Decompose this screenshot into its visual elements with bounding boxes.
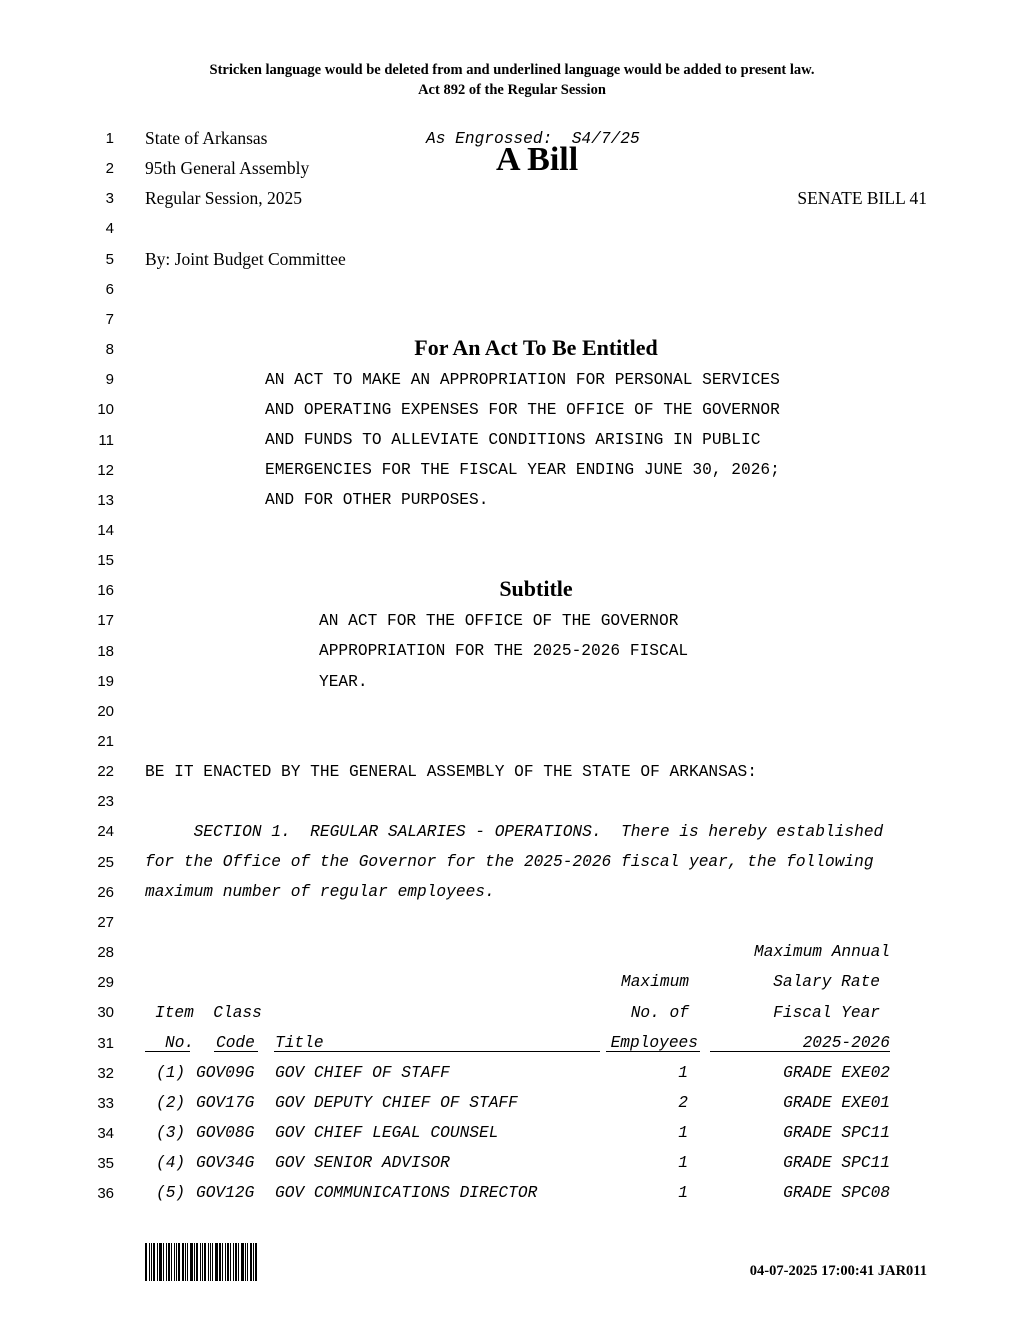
line-number: 27 <box>97 913 114 931</box>
barcode-bar <box>174 1243 175 1281</box>
subtitle-heading: Subtitle <box>499 576 573 601</box>
barcode-bar <box>230 1243 231 1281</box>
col-header-2025-2026: 2025-2026 <box>802 1034 890 1052</box>
line-number: 32 <box>97 1064 114 1082</box>
footer-stamp: 04-07-2025 17:00:41 JAR011 <box>749 1263 927 1279</box>
line-number: 8 <box>105 341 114 359</box>
row-title: GOV CHIEF LEGAL COUNSEL <box>275 1124 499 1142</box>
line-number: 18 <box>97 642 114 660</box>
header-underline <box>145 1051 190 1052</box>
col-header-no-of: No. of <box>630 1004 689 1022</box>
line-number: 9 <box>105 371 114 389</box>
row-item-no: (1) <box>156 1064 186 1082</box>
row-grade: GRADE SPC11 <box>783 1154 890 1172</box>
barcode-bar <box>208 1243 209 1281</box>
line-number: 11 <box>98 431 114 449</box>
line-number: 7 <box>105 310 114 328</box>
row-item-no: (5) <box>156 1184 186 1202</box>
header-underline <box>274 1051 600 1052</box>
barcode-bar <box>250 1243 252 1281</box>
line-number: 19 <box>97 672 114 690</box>
line-number: 22 <box>97 763 114 781</box>
line-number: 17 <box>97 612 114 630</box>
line-number: 24 <box>97 823 114 841</box>
barcode-bar <box>247 1243 248 1281</box>
barcode-bar <box>235 1243 237 1281</box>
barcode-bar <box>225 1243 226 1281</box>
row-item-no: (2) <box>156 1094 186 1112</box>
col-header-maximum: Maximum <box>621 973 689 991</box>
col-header-employees: Employees <box>610 1034 698 1052</box>
row-employee-count: 2 <box>678 1094 688 1112</box>
barcode-bar <box>222 1243 223 1281</box>
row-item-no: (3) <box>156 1124 186 1142</box>
subtitle-line: YEAR. <box>319 673 368 691</box>
barcode-bar <box>227 1243 229 1281</box>
barcode-bar <box>210 1243 211 1281</box>
barcode-bar <box>215 1243 218 1281</box>
barcode-bar <box>255 1243 257 1281</box>
line-number: 6 <box>105 280 114 298</box>
line-number: 16 <box>97 582 114 600</box>
col-header-code: Code <box>216 1034 255 1052</box>
bill-number: SENATE BILL 41 <box>797 188 927 208</box>
line-number: 15 <box>97 552 114 570</box>
line-number: 2 <box>105 160 114 178</box>
line-number: 20 <box>97 702 114 720</box>
act-title-line: AND OPERATING EXPENSES FOR THE OFFICE OF THE GOVERNOR <box>265 401 780 419</box>
line-number: 4 <box>105 220 114 238</box>
barcode-bar <box>145 1243 147 1281</box>
sponsor: By: Joint Budget Committee <box>145 249 346 269</box>
line-number: 30 <box>97 1004 114 1022</box>
barcode-bar <box>149 1243 150 1281</box>
row-grade: GRADE SPC08 <box>783 1184 890 1202</box>
barcode-bar <box>178 1243 180 1281</box>
barcode-bar <box>212 1243 213 1281</box>
row-class-code: GOV08G <box>196 1124 255 1142</box>
barcode-bar <box>202 1243 203 1281</box>
barcode-bar <box>194 1243 195 1281</box>
state-name: State of Arkansas <box>145 128 268 148</box>
line-number: 28 <box>97 944 114 962</box>
barcode-bar <box>157 1243 158 1281</box>
line-number: 13 <box>97 491 114 509</box>
row-title: GOV DEPUTY CHIEF OF STAFF <box>275 1094 518 1112</box>
header-underline <box>710 1051 890 1052</box>
line-number: 25 <box>97 853 114 871</box>
line-number: 12 <box>97 461 114 479</box>
barcode-bar <box>163 1243 164 1281</box>
row-title: GOV SENIOR ADVISOR <box>275 1154 450 1172</box>
act-title-line: EMERGENCIES FOR THE FISCAL YEAR ENDING JUNE 30, 2026; <box>265 461 780 479</box>
act-title-heading: For An Act To Be Entitled <box>414 335 658 360</box>
row-employee-count: 1 <box>678 1124 688 1142</box>
act-title-line: AND FOR OTHER PURPOSES. <box>265 491 489 509</box>
line-number: 3 <box>105 190 114 208</box>
col-header-fiscal-year: Fiscal Year <box>773 1004 880 1022</box>
line-number: 26 <box>97 883 114 901</box>
row-grade: GRADE SPC11 <box>783 1124 890 1142</box>
barcode-bar <box>185 1243 186 1281</box>
line-number: 35 <box>97 1155 114 1173</box>
document-type-title: A Bill <box>496 141 579 178</box>
barcode-bar <box>219 1243 221 1281</box>
row-employee-count: 1 <box>678 1184 688 1202</box>
barcode-bar <box>159 1243 162 1281</box>
row-class-code: GOV34G <box>196 1154 255 1172</box>
barcode-bar <box>187 1243 188 1281</box>
act-title-line: AN ACT TO MAKE AN APPROPRIATION FOR PERSONAL SERVICES <box>265 371 780 389</box>
section-1-line: SECTION 1. REGULAR SALARIES - OPERATIONS. There is hereby established <box>145 823 884 841</box>
line-number: 33 <box>97 1094 114 1112</box>
barcode-bar <box>196 1243 198 1281</box>
header-underline <box>606 1051 700 1052</box>
general-assembly: 95th General Assembly <box>145 158 310 178</box>
barcode-bar <box>238 1243 239 1281</box>
line-number: 14 <box>97 521 114 539</box>
line-number: 29 <box>97 974 114 992</box>
notice-line-2: Act 892 of the Regular Session <box>418 82 606 98</box>
row-class-code: GOV09G <box>196 1064 255 1082</box>
notice-line-1: Stricken language would be deleted from and underlined language would be added to present law. <box>209 62 815 78</box>
line-number: 5 <box>105 250 114 268</box>
act-title-line: AND FUNDS TO ALLEVIATE CONDITIONS ARISING IN PUBLIC <box>265 431 761 449</box>
section-1-line: maximum number of regular employees. <box>145 883 495 901</box>
line-number: 36 <box>97 1185 114 1203</box>
subtitle-line: AN ACT FOR THE OFFICE OF THE GOVERNOR <box>319 612 679 630</box>
col-header-salary-rate: Salary Rate <box>773 973 880 991</box>
row-employee-count: 1 <box>678 1064 688 1082</box>
barcode-bar <box>241 1243 244 1281</box>
line-number: 1 <box>105 130 114 147</box>
barcode-bar <box>253 1243 254 1281</box>
barcode-bar <box>233 1243 234 1281</box>
enacting-clause: BE IT ENACTED BY THE GENERAL ASSEMBLY OF THE STATE OF ARKANSAS: <box>145 763 757 781</box>
section-1-line: for the Office of the Governor for the 2025-2026 fiscal year, the following <box>145 853 874 871</box>
line-number: 34 <box>97 1124 114 1142</box>
row-employee-count: 1 <box>678 1154 688 1172</box>
barcode-bar <box>204 1243 206 1281</box>
barcode-bar <box>176 1243 177 1281</box>
barcode-bar <box>171 1243 172 1281</box>
barcode-bar <box>190 1243 193 1281</box>
barcode-image <box>145 1243 273 1281</box>
session-name: Regular Session, 2025 <box>145 188 303 208</box>
barcode-bar <box>166 1243 167 1281</box>
barcode-bar <box>151 1243 152 1281</box>
barcode-bar <box>245 1243 246 1281</box>
barcode-bar <box>182 1243 184 1281</box>
engrossed-stamp: As Engrossed: S4/7/25 <box>426 130 640 148</box>
header-underline <box>214 1051 258 1052</box>
row-title: GOV CHIEF OF STAFF <box>275 1064 450 1082</box>
line-number: 31 <box>97 1034 114 1052</box>
row-grade: GRADE EXE02 <box>783 1064 890 1082</box>
col-header-item-class: Item Class <box>155 1004 262 1022</box>
barcode-bar <box>168 1243 170 1281</box>
col-header-title: Title <box>275 1034 324 1052</box>
subtitle-line: APPROPRIATION FOR THE 2025-2026 FISCAL <box>319 642 689 660</box>
barcode-bar <box>200 1243 201 1281</box>
barcode-bar <box>153 1243 155 1281</box>
line-number: 21 <box>97 733 114 750</box>
row-item-no: (4) <box>156 1154 186 1172</box>
row-class-code: GOV12G <box>196 1184 255 1202</box>
row-grade: GRADE EXE01 <box>783 1094 890 1112</box>
row-class-code: GOV17G <box>196 1094 255 1112</box>
col-header-no: No. <box>165 1034 195 1052</box>
line-number: 23 <box>97 793 114 811</box>
col-header-max-annual: Maximum Annual <box>754 943 890 961</box>
line-number: 10 <box>97 401 114 419</box>
row-title: GOV COMMUNICATIONS DIRECTOR <box>275 1184 538 1202</box>
